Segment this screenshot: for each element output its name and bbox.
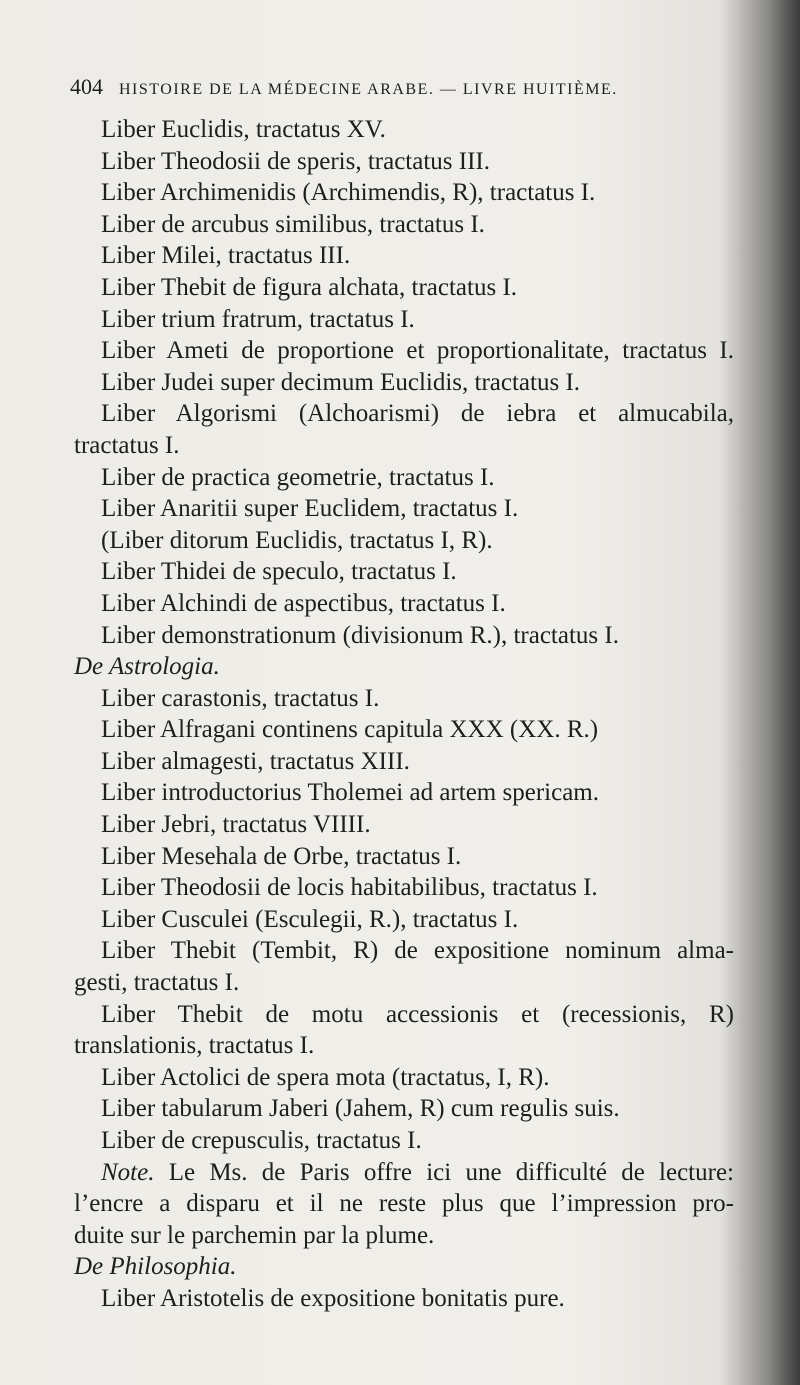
text-line: Liber almagesti, tractatus XIII. <box>101 747 410 775</box>
text-line: Liber Euclidis, tractatus XV. <box>101 116 386 143</box>
text-line: Liber de crepusculis, tractatus I. <box>101 1127 422 1154</box>
text-line: translationis, tractatus I. <box>74 1032 315 1060</box>
text-line: tractatus I. <box>74 431 180 459</box>
text-line: Liber Theodosii de speris, tractatus III. <box>101 147 491 175</box>
text-line: Liber demonstrationum (divisionum R.), tractatus I. <box>101 621 619 649</box>
text-line: Liber Thebit (Tembit, R) de expositione nominum alma- <box>101 937 734 965</box>
text-line: Liber Theodosii de locis habitabilibus, tractatus I. <box>101 874 598 902</box>
text-line: Liber Ameti de proportione et proportionalitate, tractatus I. <box>101 337 734 365</box>
text-line: Liber Thebit de motu accessionis et (recessionis, R) <box>101 1000 734 1028</box>
text-line: Liber Thidei de speculo, tractatus I. <box>101 558 457 586</box>
text-line <box>74 1157 734 1189</box>
text-line: Liber Judei super decimum Euclidis, tractatus I. <box>101 368 581 396</box>
text-line: Liber Alfragani continens capitula XXX (XX. R.) <box>101 716 599 744</box>
text-line: Liber Milei, tractatus III. <box>101 242 351 270</box>
note-text: Le Ms. de Paris offre ici une difficulté de lecture: <box>154 1158 734 1186</box>
text-line: duite sur le parchemin par la plume. <box>74 1221 435 1249</box>
text-line: Liber introductorius Tholemei ad artem spericam. <box>101 779 599 807</box>
text-line: Liber Actolici de spera mota (tractatus, I, R). <box>101 1063 550 1091</box>
text-line: Liber Algorismi (Alchoarismi) de iebra et almucabila, <box>101 400 734 428</box>
note-label: Note. <box>101 1158 155 1186</box>
text-line: Liber tabularum Jaberi (Jahem, R) cum regulis suis. <box>101 1095 620 1123</box>
running-header <box>70 74 710 100</box>
text-line: Liber Mesehala de Orbe, tractatus I. <box>101 842 462 870</box>
page-text <box>74 114 734 1315</box>
text-line: Liber Aristotelis de expositione bonitatis pure. <box>101 1284 565 1312</box>
text-line: Liber de practica geometrie, tractatus I. <box>101 463 495 491</box>
section-heading: De Philosophia. <box>74 1253 237 1281</box>
text-line: Liber Jebri, tractatus VIIII. <box>101 811 371 839</box>
text-line: Liber Archimenidis (Archimendis, R), tractatus I. <box>101 179 596 207</box>
text-line: Liber Cusculei (Esculegii, R.), tractatus I. <box>101 905 519 933</box>
text-line: Liber carastonis, tractatus I. <box>101 684 380 712</box>
page-number: 404 <box>70 74 103 99</box>
text-line: Liber de arcubus similibus, tractatus I. <box>101 210 485 238</box>
text-line: (Liber ditorum Euclidis, tractatus I, R). <box>101 526 493 554</box>
running-title: HISTOIRE DE LA MÉDECINE ARABE. — LIVRE HUITIÈME. <box>119 81 618 98</box>
text-line: Liber Thebit de figura alchata, tractatus I. <box>101 273 518 301</box>
text-line: gesti, tractatus I. <box>74 969 240 997</box>
text-line: l’encre a disparu et il ne reste plus que l’impression pro- <box>74 1190 734 1218</box>
text-line: Liber trium fratrum, tractatus I. <box>101 305 415 333</box>
text-line: Liber Anaritii super Euclidem, tractatus I. <box>101 495 519 523</box>
text-line: Liber Alchindi de aspectibus, tractatus I. <box>101 589 506 617</box>
section-heading: De Astrologia. <box>74 653 220 681</box>
